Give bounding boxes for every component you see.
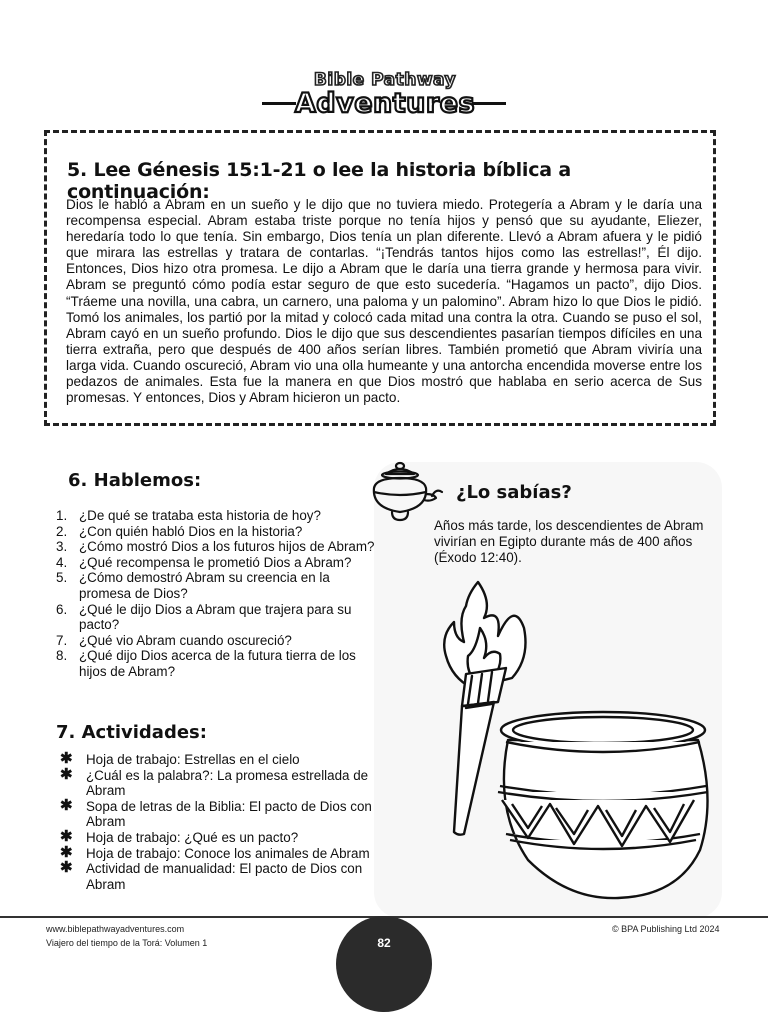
activity-item: ✱ Sopa de letras de la Biblia: El pacto de Dios con Abram bbox=[60, 796, 372, 830]
activity-item: ✱ Hoja de trabajo: Conoce los animales de Abram bbox=[60, 843, 370, 861]
section6-title: 6. Hablemos: bbox=[68, 470, 202, 491]
question-item: 4. ¿Qué recompensa le prometió Dios a Abram? bbox=[56, 554, 352, 570]
logo-big-text: Adventures bbox=[294, 88, 476, 119]
smoking-pot-illustration bbox=[488, 700, 718, 910]
asterisk-icon: ✱ bbox=[60, 859, 73, 877]
question-item: 1. ¿De qué se trataba esta historia de hoy? bbox=[56, 508, 321, 523]
did-you-know-title: ¿Lo sabías? bbox=[456, 482, 572, 503]
question-item: 6. ¿Qué le dijo Dios a Abram que trajera para su pacto? bbox=[56, 601, 352, 633]
question-item: 5. ¿Cómo demostró Abram su creencia en la promesa de Dios? bbox=[56, 570, 330, 601]
oil-lamp-icon bbox=[366, 458, 450, 530]
asterisk-icon: ✱ bbox=[60, 843, 73, 861]
section7-title: 7. Actividades: bbox=[56, 722, 207, 743]
activity-item: ✱ ¿Cuál es la palabra?: La promesa estrellada de Abram bbox=[60, 765, 369, 799]
question-item: 7. ¿Qué vio Abram cuando oscureció? bbox=[56, 632, 292, 648]
did-you-know-text: Años más tarde, los descendientes de Abram vivirían en Egipto durante más de 400 años (Éxodo 12:40). bbox=[434, 518, 704, 565]
page-number: 82 bbox=[377, 936, 391, 950]
asterisk-icon: ✱ bbox=[60, 827, 73, 845]
question-item: 2. ¿Con quién habló Dios en la historia? bbox=[56, 523, 303, 539]
logo-small-text: Bible Pathway bbox=[313, 70, 457, 90]
brand-logo bbox=[270, 70, 500, 130]
activity-item: ✱ Actividad de manualidad: El pacto de Dios con Abram bbox=[60, 859, 363, 892]
footer-copyright: © BPA Publishing Ltd 2024 bbox=[612, 924, 720, 934]
asterisk-icon: ✱ bbox=[60, 796, 73, 814]
activity-item: ✱ Hoja de trabajo: ¿Qué es un pacto? bbox=[60, 827, 299, 845]
activities-list bbox=[60, 752, 380, 892]
asterisk-icon: ✱ bbox=[60, 765, 73, 783]
discussion-questions bbox=[56, 508, 376, 680]
page-number-badge bbox=[336, 916, 432, 1012]
question-item: 8. ¿Qué dijo Dios acerca de la futura tierra de los hijos de Abram? bbox=[56, 648, 356, 679]
activity-item: ✱ Hoja de trabajo: Estrellas en el cielo bbox=[60, 750, 300, 767]
story-box bbox=[44, 130, 716, 426]
question-item: 3. ¿Cómo mostró Dios a los futuros hijos de Abram? bbox=[56, 539, 375, 555]
footer-book-title: Viajero del tiempo de la Torá: Volumen 1 bbox=[46, 938, 208, 948]
section5-title: 5. Lee Génesis 15:1-21 o lee la historia bíblica a continuación: bbox=[67, 159, 571, 203]
footer-website: www.biblepathwayadventures.com bbox=[46, 924, 185, 934]
asterisk-icon: ✱ bbox=[60, 750, 73, 767]
story-text: Dios le habló a Abram en un sueño y le dijo que no tuviera miedo. Protegería a Abram y le daría una recompensa especial. Abram estaba triste porque no tenía hijos y pensó que su ayudante, Eliezer, heredaría todo lo que tenía. Sin embargo, Dios tenía un plan diferente. Llevó a Abram afuera y le pidió que mirara las estrellas y tratara de contarlas. “¡Tendrás tantos hijos como las estrellas!”, Él dijo. Entonces, Dios hizo otra promesa. Le dijo a Abram que le daría una tierra grande y hermosa para vivir. Abram se preguntó cómo podía estar seguro de que esto sucedería. “Hagamos un pacto”, dijo Dios. “Tráeme una novilla, una cabra, un carnero, una paloma y un palomino”. Abram hizo lo que Dios le pidió. Tomó los animales, los partió por la mitad y colocó cada mitad una contra la otra. Cuando se puso el sol, Abram cayó en un sueño profundo. Dios le dijo que sus descendientes pasarían tiempos difíciles en una tierra extraña, pero que después de 400 años serían libres. También prometió que Abram viviría una larga vida. Cuando oscureció, Abram vio una olla humeante y una antorcha encendida moverse entre los pedazos de animales. Esta fue la manera en que Dios mostró que hablaba en serio acerca de Sus promesas. Y entonces, Dios y Abram hicieron un pacto. bbox=[66, 197, 702, 406]
